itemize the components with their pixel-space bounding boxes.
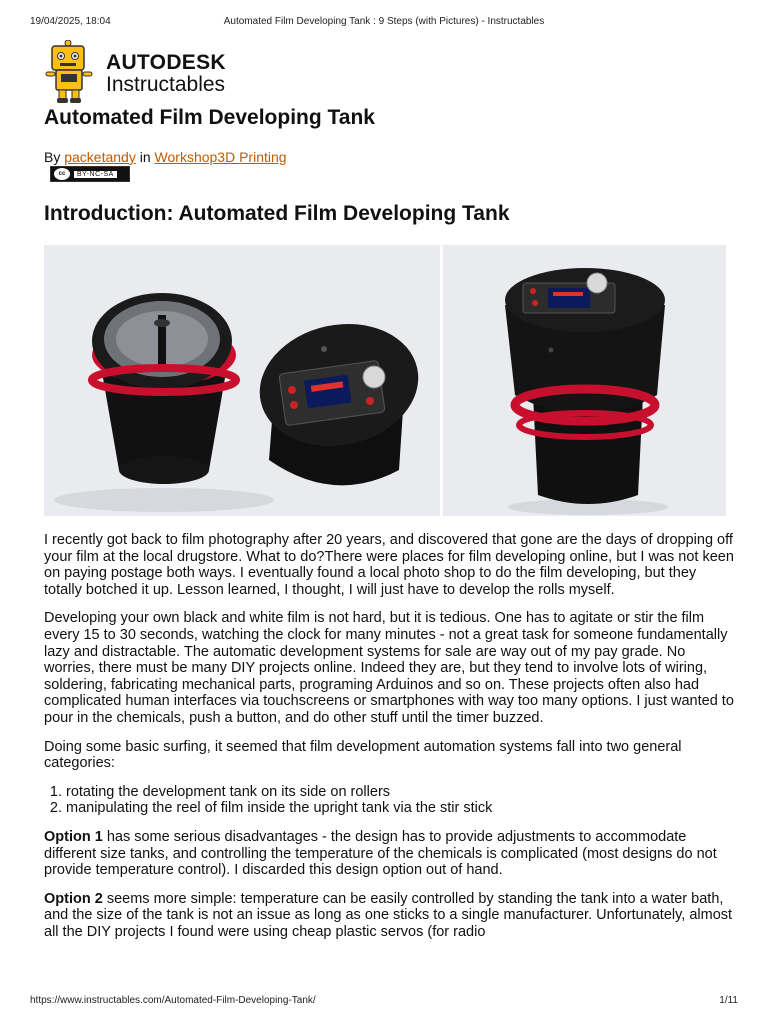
print-url: https://www.instructables.com/Automated-Film-Developing-Tank/	[30, 995, 316, 1006]
cc-icon: cc	[54, 168, 70, 180]
robot-mascot-icon	[44, 40, 96, 104]
article-body	[44, 532, 734, 952]
license-badge[interactable]	[50, 166, 130, 182]
tank-photo-open-illustration	[44, 245, 440, 516]
paragraph: I recently got back to film photography after 20 years, and discovered that gone are the days of dropping off your film at the local drugstore. What to do?There were places for film developing online, but I was not keen on paying postage both ways. I eventually found a local photo shop to do the film developing, but they totally botched it up. Lesson learned, I thought, I will just have to develop the rolls myself.	[44, 532, 734, 598]
paragraph: Developing your own black and white film is not hard, but it is tedious. One has to agitate or stir the film every 15 to 30 seconds, watching the clock for many minutes - not a great task for someone fundamentally lazy and distractable. The automatic development systems for sale are way out of my pay grade. No worries, there must be many DIY projects online. Indeed they are, but they tend to involve lots of wiring, soldering, fabricating mechanical parts, programing Arduinos and so on. These projects often also had complicated human interfaces via touchscreens or smartphones with way too many options. I just wanted to pour in the chemicals, push a button, and do other stuff until the timer buzzed.	[44, 610, 734, 726]
tank-photo-assembled[interactable]	[443, 245, 726, 516]
list-item: 2. manipulating the reel of film inside the upright tank via the stir stick	[66, 800, 734, 817]
list-item: 1. rotating the development tank on its side on rollers	[66, 784, 734, 801]
tank-photo-open[interactable]	[44, 245, 440, 516]
category-list	[44, 784, 734, 817]
print-page-number: 1/11	[719, 995, 738, 1006]
option1-paragraph	[44, 829, 734, 879]
byline-by: By	[44, 149, 61, 165]
print-datetime: 19/04/2025, 18:04	[30, 16, 111, 27]
byline	[44, 149, 287, 165]
instructables-logo[interactable]	[44, 40, 244, 104]
logo-instructables: Instructables	[106, 73, 226, 96]
option1-text: has some serious disadvantages - the design has to provide adjustments to accommodate different size tanks, and controlling the temperature of the chemicals is complicated (most designs do not provide temperature control). I discarded this design option out of hand.	[44, 828, 717, 879]
category-link[interactable]: Workshop3D Printing	[154, 149, 287, 165]
author-link[interactable]: packetandy	[64, 149, 136, 165]
intro-title: Introduction: Automated Film Developing Tank	[44, 202, 510, 225]
page-title: Automated Film Developing Tank	[44, 106, 375, 129]
license-text: BY-NC-SA	[74, 171, 117, 178]
option2-text: seems more simple: temperature can be easily controlled by standing the tank into a water bath, and the size of the tank is not an issue as long as one sticks to a single manufacturer. Unfortunately, almost all the DIY projects I found were using cheap plastic servos (for radio	[44, 890, 733, 940]
paragraph: Doing some basic surfing, it seemed that film development automation systems fall into two general categories:	[44, 738, 682, 772]
option1-label: Option 1	[44, 828, 103, 845]
print-doc-title: Automated Film Developing Tank : 9 Steps (with Pictures) - Instructables	[223, 16, 545, 27]
byline-in: in	[139, 149, 151, 165]
option2-paragraph	[44, 891, 734, 941]
logo-autodesk: AUTODESK	[106, 51, 226, 74]
option2-label: Option 2	[44, 890, 103, 907]
tank-photo-assembled-illustration	[443, 245, 726, 516]
